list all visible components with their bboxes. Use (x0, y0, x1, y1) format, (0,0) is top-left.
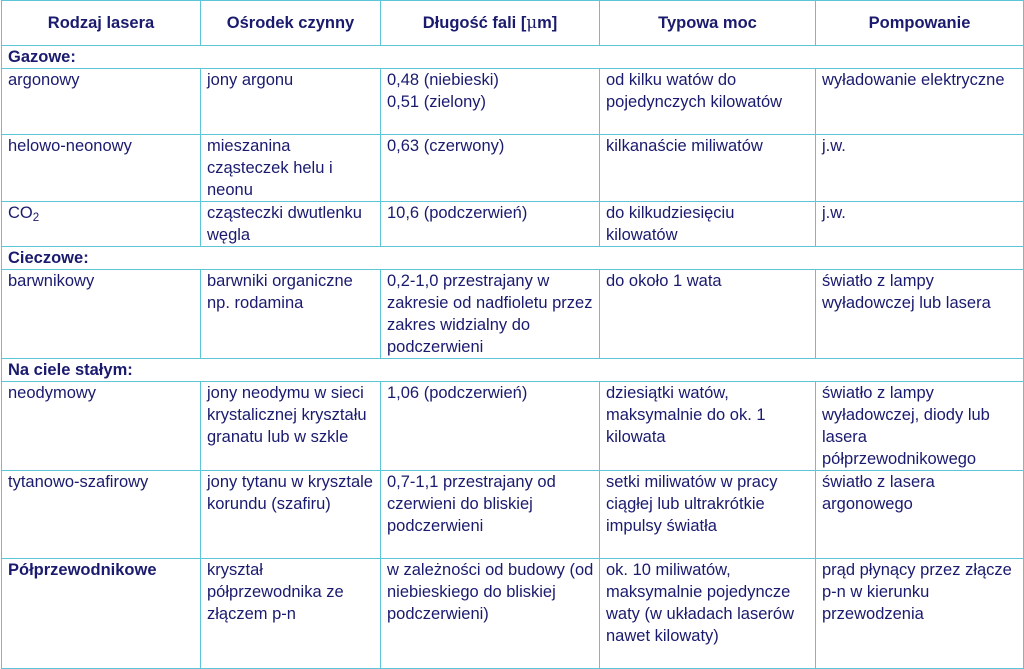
table-row (2, 202, 1024, 247)
cell-type: helowo-neonowy (2, 135, 201, 202)
cell-wavelength: 1,06 (podczerwień) (381, 382, 600, 471)
cell-type: neodymowy (2, 382, 201, 471)
cell-power: ok. 10 miliwatów, maksymalnie pojedyncze waty (w układach laserów nawet kilowaty) (600, 559, 816, 669)
formula-subscript: 2 (32, 212, 40, 224)
header-pumping: Pompowanie (816, 1, 1024, 46)
cell-power: do około 1 wata (600, 270, 816, 359)
cell-pumping: wyładowanie elektryczne (816, 69, 1024, 135)
group-row-liquid (2, 247, 1024, 270)
cell-medium: barwniki organiczne np. rodamina (201, 270, 381, 359)
cell-medium: jony neodymu w sieci krystalicznej kryształu granatu lub w szkle (201, 382, 381, 471)
cell-power: kilkanaście miliwatów (600, 135, 816, 202)
cell-wavelength: 0,63 (czerwony) (381, 135, 600, 202)
cell-medium: cząsteczki dwutlenku węgla (201, 202, 381, 247)
cell-power: dziesiątki watów, maksymalnie do ok. 1 kilowata (600, 382, 816, 471)
table-row (2, 559, 1024, 669)
cell-wavelength: w zależności od budowy (od niebieskiego do bliskiej podczerwieni) (381, 559, 600, 669)
header-wavelength-pre: Długość fali [ (422, 14, 527, 32)
cell-pumping: światło z lampy wyładowczej, diody lub lasera półprzewodnikowego (816, 382, 1024, 471)
table-row (2, 471, 1024, 559)
header-wavelength-post: m] (537, 14, 558, 32)
group-label-liquid: Cieczowe: (2, 247, 1024, 270)
formula-main: CO (8, 204, 33, 222)
cell-power: setki miliwatów w pracy ciągłej lub ultrakrótkie impulsy światła (600, 471, 816, 559)
group-row-solid (2, 359, 1024, 382)
cell-wavelength: 0,7-1,1 przestrajany od czerwieni do bliskiej podczerwieni (381, 471, 600, 559)
cell-power: do kilkudziesięciu kilowatów (600, 202, 816, 247)
cell-type: barwnikowy (2, 270, 201, 359)
header-typical-power: Typowa moc (600, 1, 816, 46)
cell-type: tytanowo-szafirowy (2, 471, 201, 559)
header-laser-type: Rodzaj lasera (2, 1, 201, 46)
table-row (2, 382, 1024, 471)
cell-medium: jony tytanu w krysztale korundu (szafiru) (201, 471, 381, 559)
cell-wavelength: 10,6 (podczerwień) (381, 202, 600, 247)
cell-power: od kilku watów do pojedynczych kilowatów (600, 69, 816, 135)
cell-type (2, 202, 201, 247)
wavelength-line-1: 0,48 (niebieski) (387, 71, 499, 89)
table-row (2, 69, 1024, 135)
cell-medium: jony argonu (201, 69, 381, 135)
cell-wavelength (381, 69, 600, 135)
cell-medium: mieszanina cząsteczek helu i neonu (201, 135, 381, 202)
cell-pumping: j.w. (816, 202, 1024, 247)
cell-type: Półprzewodnikowe (2, 559, 201, 669)
cell-pumping: światło z lasera argonowego (816, 471, 1024, 559)
wavelength-line-2: 0,51 (zielony) (387, 93, 487, 111)
header-wavelength-mu: μ (526, 13, 538, 32)
header-active-medium: Ośrodek czynny (201, 1, 381, 46)
group-label-gas: Gazowe: (2, 46, 1024, 69)
cell-wavelength: 0,2-1,0 przestrajany w zakresie od nadfioletu przez zakres widzialny do podczerwieni (381, 270, 600, 359)
cell-medium: kryształ półprzewodnika ze złączem p-n (201, 559, 381, 669)
table-header-row (2, 1, 1024, 46)
cell-pumping: światło z lampy wyładowczej lub lasera (816, 270, 1024, 359)
table-row (2, 270, 1024, 359)
cell-pumping: j.w. (816, 135, 1024, 202)
table-row (2, 135, 1024, 202)
group-row-gas (2, 46, 1024, 69)
cell-type: argonowy (2, 69, 201, 135)
laser-types-table (1, 0, 1024, 669)
cell-pumping: prąd płynący przez złącze p-n w kierunku przewodzenia (816, 559, 1024, 669)
header-wavelength (381, 1, 600, 46)
group-label-solid: Na ciele stałym: (2, 359, 1024, 382)
